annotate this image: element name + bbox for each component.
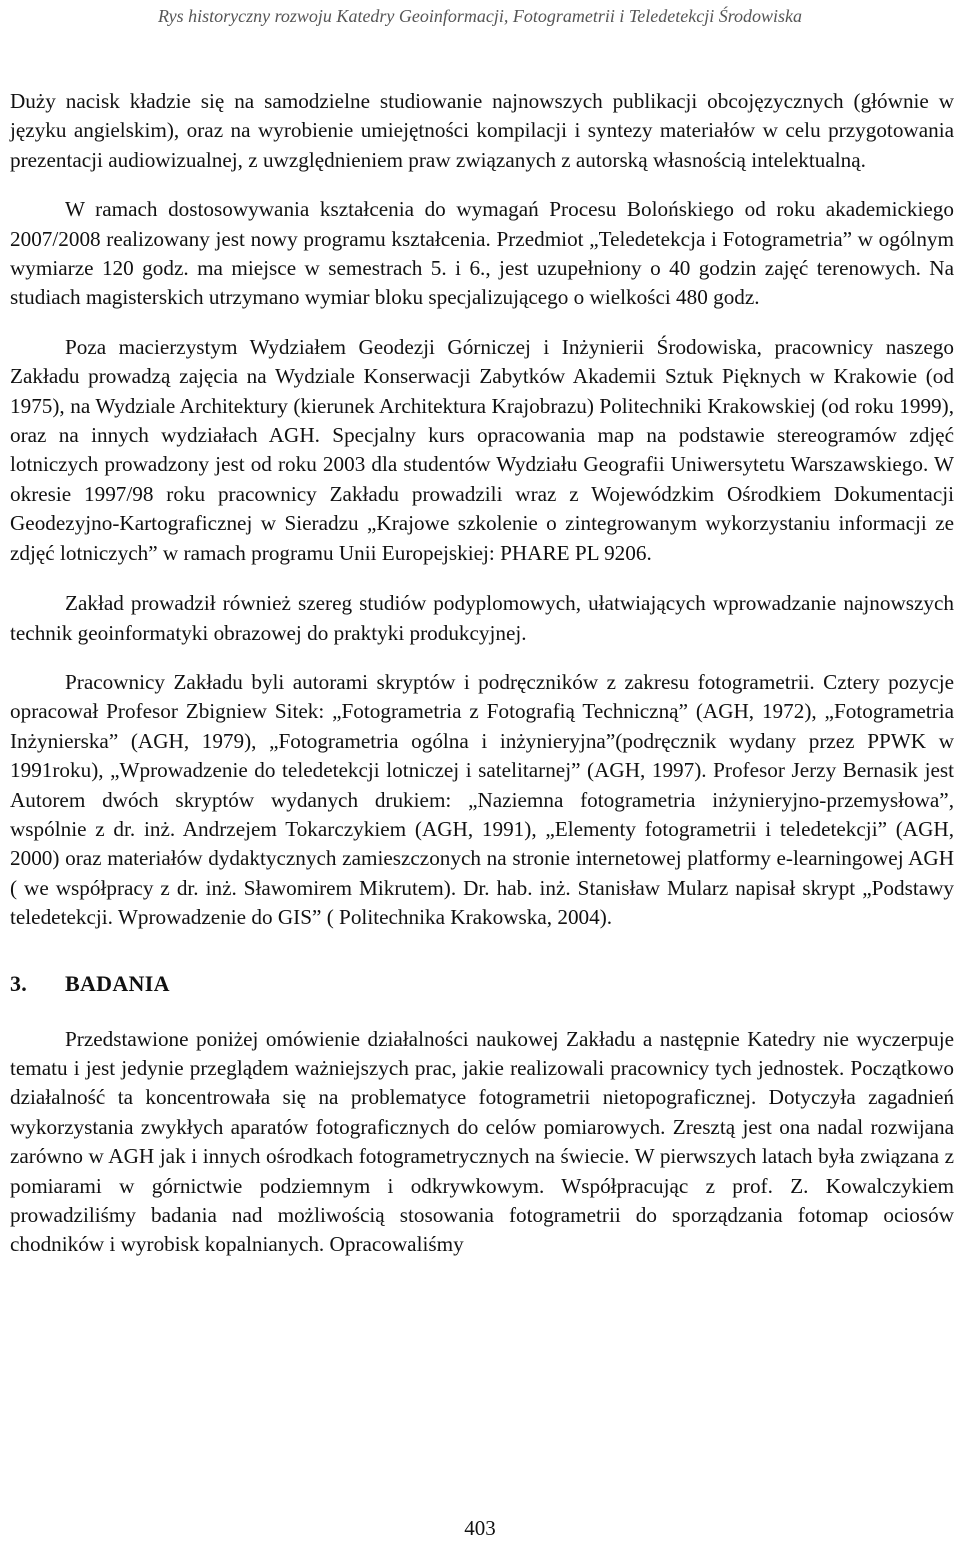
section-number: 3. bbox=[10, 970, 28, 996]
paragraph-3: Poza macierzystym Wydziałem Geodezji Górniczej i Inżynierii Środowiska, pracownicy naszego Zakładu prowadzą zajęcia na Wydziale Konserwacji Zabytków Akademii Sztuk Pięknych w Krakowie (od 1975), na Wydziale Architektury (kierunek Architektura Krajobrazu) Politechniki Krakowskiej (od roku 1999), oraz na innych wydziałach AGH. Specjalny kurs opracowania map na podstawie stereogramów zdjęć lotniczych prowadzony jest od roku 2003 dla studentów Wydziału Geografii Uniwersytetu Warszawskiego. W okresie 1997/98 roku pracownicy Zakładu prowadzili wraz z Wojewódzkim Ośrodkiem Dokumentacji Geodezyjno-Kartograficznej w Sieradzu „Krajowe szkolenie o zintegrowanym wykorzystaniu informacji ze zdjęć lotniczych” w ramach programu Unii Europejskiej: PHARE PL 9206. bbox=[10, 334, 954, 565]
section-title: BADANIA bbox=[65, 970, 170, 996]
paragraph-6: Przedstawione poniżej omówienie działalności naukowej Zakładu a następnie Katedry nie wyczerpuje tematu i jest jedynie przeglądem ważniejszych prac, jakie realizowali pracownicy tych jednostek. Początkowo działalność ta koncentrowała się na problematyce fotogrametrii nietopograficznej. Dotyczyła zagadnień wykorzystania zwykłych aparatów fotograficznych do celów pomiarowych. Zresztą jest ona nadal rozwijana zarówno w AGH jak i innych ośrodkach fotogrametrycznych na świecie. W pierwszych latach była związana z pomiarami w górnictwie podziemnym i odkrywkowym. Współpracując z prof. Z. Kowalczykiem prowadziliśmy badania nad możliwością stosowania fotogrametrii do sporządzania fotomap ociosów chodników i wyrobisk kopalnianych. Opracowaliśmy bbox=[10, 1026, 954, 1257]
page-number: 403 bbox=[464, 1516, 496, 1540]
running-header: Rys historyczny rozwoju Katedry Geoinformacji, Fotogrametrii i Teledetekcji Środowiska bbox=[157, 6, 803, 26]
paragraph-4: Zakład prowadził również szereg studiów podyplomowych, ułatwiających wprowadzanie najnowszych technik geoinformatyki obrazowej do praktyki produkcyjnej. bbox=[10, 591, 954, 645]
page-body bbox=[10, 87, 954, 1260]
paragraph-2: W ramach dostosowywania kształcenia do wymagań Procesu Bolońskiego od roku akademickiego 2007/2008 realizowany jest nowy programu kształcenia. Przedmiot „Teledetekcja i Fotogrametria” w ogólnym wymiarze 120 godz. ma miejsce w semestrach 5. i 6., jest uzupełniony o 40 godzin zajęć terenowych. Na studiach magisterskich utrzymano wymiar bloku specjalizującego o wielkości 480 godz. bbox=[10, 197, 954, 310]
section-heading bbox=[10, 969, 954, 999]
paragraph-1: Duży nacisk kładzie się na samodzielne studiowanie najnowszych publikacji obcojęzycznych (głównie w języku angielskim), oraz na wyrobienie umiejętności kompilacji i syntezy materiałów w celu przygotowania prezentacji audiowizualnej, z uwzględnieniem praw związanych z autorską własnością intelektualną. bbox=[10, 89, 954, 172]
paragraph-5: Pracownicy Zakładu byli autorami skryptów i podręczników z zakresu fotogrametrii. Cztery pozycje opracował Profesor Zbigniew Sitek: „Fotogrametria z Fotografią Techniczną” (AGH, 1972), „Fotogrametria Inżynierska” (AGH, 1979), „Fotogrametria ogólna i inżynieryjna”(podręcznik wydany przez PPWK w 1991roku), „Wprowadzenie do teledetekcji lotniczej i satelitarnej” (AGH, 1997). Profesor Jerzy Bernasik jest Autorem dwóch skryptów wydanych drukiem: „Naziemna fotogrametria inżynieryjno-przemysłowa”, wspólnie z dr. inż. Andrzejem Tokarczykiem (AGH, 1991), „Elementy fotogrametrii i teledetekcji” (AGH, 2000) oraz materiałów dydaktycznych zamieszczonych na stronie internetowej platformy e-learningowej AGH ( we współpracy z dr. inż. Sławomirem Mikrutem). Dr. hab. inż. Stanisław Mularz napisał skrypt „Podstawy teledetekcji. Wprowadzenie do GIS” ( Politechnika Krakowska, 2004). bbox=[10, 669, 954, 930]
